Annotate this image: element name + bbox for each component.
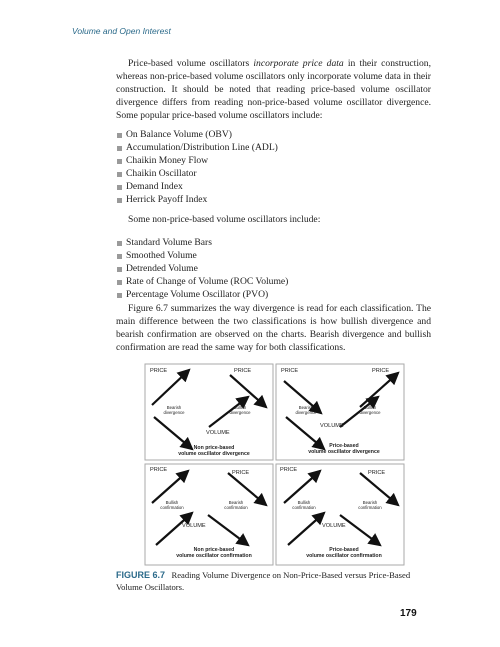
list-item: Accumulation/Distribution Line (ADL) (116, 141, 431, 154)
figure-caption (116, 570, 431, 593)
bullish-confirmation-label: Bullish confirmation (160, 500, 184, 510)
bearish-divergence-label: Bearish divergence (163, 405, 185, 415)
non-price-based-list (116, 236, 431, 301)
list-item: Detrended Volume (116, 262, 431, 275)
bearish-divergence-label: Bearish divergence (295, 405, 317, 415)
np-confirmation-caption: Non price-based volume oscillator confirmation (176, 547, 252, 559)
price-label: PRICE (280, 467, 298, 473)
volume-label: VOLUME (182, 523, 206, 529)
figure-caption-text: Reading Volume Divergence on Non-Price-Based versus Price-Based Volume Oscillators. (116, 570, 411, 592)
list-item: Chaikin Money Flow (116, 154, 431, 167)
figure-number: FIGURE 6.7 (116, 570, 166, 580)
body-text (116, 57, 431, 122)
list-item: On Balance Volume (OBV) (116, 128, 431, 141)
page-number: 179 (400, 608, 417, 619)
price-label: PRICE (281, 368, 299, 374)
price-based-list (116, 128, 431, 207)
bullish-divergence-label: Bullish divergence (229, 405, 251, 415)
list-item: Percentage Volume Oscillator (PVO) (116, 288, 431, 301)
volume-label: VOLUME (322, 523, 346, 529)
price-label: PRICE (150, 368, 168, 374)
price-label: PRICE (234, 368, 252, 374)
running-head: Volume and Open Interest (72, 26, 171, 36)
bullish-confirmation-label: Bullish confirmation (292, 500, 316, 510)
list-item: Smoothed Volume (116, 249, 431, 262)
paragraph-2-wrap (116, 213, 431, 226)
p-divergence-caption: Price-based volume oscillator divergence (308, 443, 380, 455)
paragraph-3-wrap (116, 302, 431, 354)
paragraph-3: Figure 6.7 summarizes the way divergence is read for each classification. The main difference between the two classifications is how bullish divergence and bearish confirmation are observed on the charts. Bearish divergence and bullish confirmation are read the same way for both classifications. (116, 303, 431, 354)
list-item: Chaikin Oscillator (116, 167, 431, 180)
figure-arrows (144, 363, 405, 566)
list-item: Standard Volume Bars (116, 236, 431, 249)
volume-label: VOLUME (320, 423, 344, 429)
bearish-confirmation-label: Bearish confirmation (358, 500, 382, 510)
np-divergence-caption: Non price-based volume oscillator divergence (178, 445, 250, 457)
paragraph-1: Price-based volume oscillators incorporate price data in their construction, whereas non-price-based volume oscillators only incorporate volume data in their construction. It should be noted that reading price-based volume oscillator divergence differs from reading non-price-based volume oscillator divergence. Some popular price-based volume oscillators include: (116, 58, 431, 122)
price-label: PRICE (232, 470, 250, 476)
bullish-divergence-label: Bullish divergence (359, 405, 381, 415)
p-confirmation-caption: Price-based volume oscillator confirmation (306, 547, 382, 559)
price-label: PRICE (150, 467, 168, 473)
volume-label: VOLUME (206, 430, 230, 436)
figure-6-7 (144, 363, 405, 566)
price-label: PRICE (368, 470, 386, 476)
bearish-confirmation-label: Bearish confirmation (224, 500, 248, 510)
price-label: PRICE (372, 368, 390, 374)
list-item: Rate of Change of Volume (ROC Volume) (116, 275, 431, 288)
list-item: Demand Index (116, 180, 431, 193)
list-item: Herrick Payoff Index (116, 193, 431, 206)
paragraph-2: Some non-price-based volume oscillators include: (128, 214, 321, 225)
